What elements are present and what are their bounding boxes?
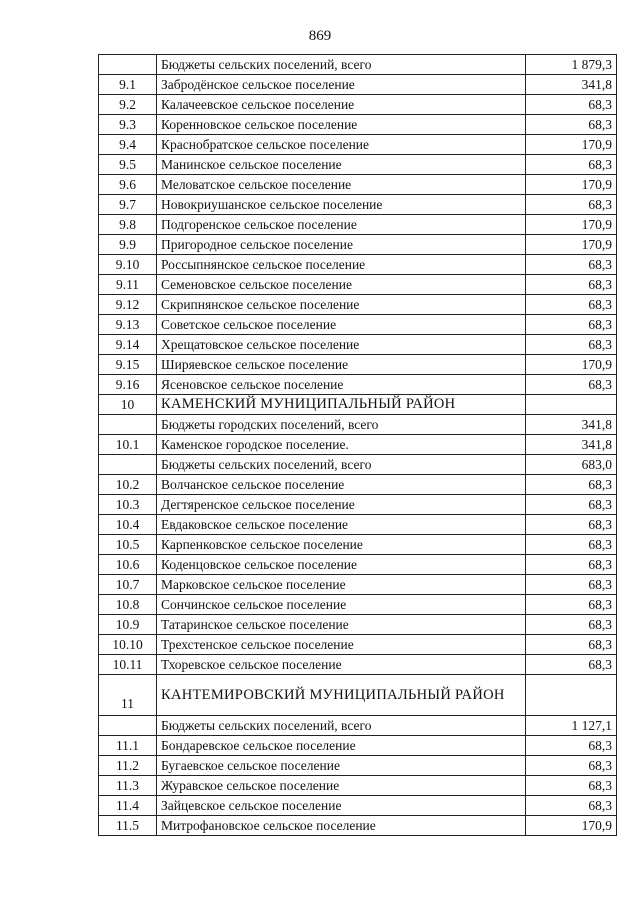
row-value-cell: 68,3: [526, 776, 617, 796]
table-row: [99, 335, 617, 355]
row-number-cell: [99, 455, 157, 475]
table-row: [99, 495, 617, 515]
row-name-cell: Хрещатовское сельское поселение: [157, 335, 526, 355]
row-name-cell: Бюджеты городских поселений, всего: [157, 415, 526, 435]
table-row: [99, 575, 617, 595]
table-row: [99, 796, 617, 816]
table-row: [99, 315, 617, 335]
row-number-cell: 11.4: [99, 796, 157, 816]
page-number: 869: [308, 28, 332, 44]
row-name-cell: Марковское сельское поселение: [157, 575, 526, 595]
row-value-cell: 170,9: [526, 215, 617, 235]
row-number-cell: 9.9: [99, 235, 157, 255]
budget-table: [98, 54, 617, 836]
row-number-cell: 10.11: [99, 655, 157, 675]
table-row: [99, 235, 617, 255]
row-value-cell: 341,8: [526, 75, 617, 95]
row-value-cell: 170,9: [526, 355, 617, 375]
table-row: [99, 155, 617, 175]
row-name-cell: Карпенковское сельское поселение: [157, 535, 526, 555]
table-row: [99, 515, 617, 535]
row-name-cell: Ясеновское сельское поселение: [157, 375, 526, 395]
row-number-cell: 9.11: [99, 275, 157, 295]
row-value-cell: 68,3: [526, 595, 617, 615]
table-row: [99, 635, 617, 655]
row-value-cell: 170,9: [526, 816, 617, 836]
row-value-cell: 68,3: [526, 796, 617, 816]
row-value-cell: 68,3: [526, 115, 617, 135]
row-name-cell: Пригородное сельское поселение: [157, 235, 526, 255]
row-value-cell: 68,3: [526, 335, 617, 355]
row-number-cell: 9.5: [99, 155, 157, 175]
row-name-cell: Манинское сельское поселение: [157, 155, 526, 175]
row-name-cell: Коденцовское сельское поселение: [157, 555, 526, 575]
row-value-cell: [526, 395, 617, 415]
row-number-cell: 10.3: [99, 495, 157, 515]
row-value-cell: 68,3: [526, 195, 617, 215]
row-value-cell: 170,9: [526, 235, 617, 255]
table-row: [99, 355, 617, 375]
row-number-cell: 9.15: [99, 355, 157, 375]
table-row: [99, 215, 617, 235]
row-number-cell: 9.12: [99, 295, 157, 315]
row-value-cell: 683,0: [526, 455, 617, 475]
row-value-cell: 1 879,3: [526, 55, 617, 75]
district-row: [99, 395, 617, 415]
row-number-cell: 11.5: [99, 816, 157, 836]
row-number-cell: [99, 415, 157, 435]
row-number-cell: 10.10: [99, 635, 157, 655]
row-value-cell: 68,3: [526, 736, 617, 756]
row-name-cell: КАНТЕМИРОВСКИЙ МУНИЦИПАЛЬНЫЙ РАЙОН: [157, 675, 526, 716]
row-name-cell: Татаринское сельское поселение: [157, 615, 526, 635]
row-number-cell: 10.9: [99, 615, 157, 635]
table-row: [99, 455, 617, 475]
table-row: [99, 756, 617, 776]
budget-table-body: [99, 55, 617, 836]
row-value-cell: 341,8: [526, 415, 617, 435]
row-number-cell: 10: [99, 395, 157, 415]
table-row: [99, 475, 617, 495]
row-number-cell: 9.14: [99, 335, 157, 355]
district-row: [99, 675, 617, 716]
row-value-cell: 170,9: [526, 135, 617, 155]
row-value-cell: 68,3: [526, 475, 617, 495]
table-row: [99, 115, 617, 135]
table-row: [99, 595, 617, 615]
row-value-cell: 68,3: [526, 756, 617, 776]
row-number-cell: 9.16: [99, 375, 157, 395]
table-row: [99, 435, 617, 455]
row-number-cell: 11.2: [99, 756, 157, 776]
table-row: [99, 75, 617, 95]
row-value-cell: 68,3: [526, 635, 617, 655]
row-name-cell: Бюджеты сельских поселений, всего: [157, 55, 526, 75]
row-value-cell: 68,3: [526, 95, 617, 115]
row-name-cell: Тхоревское сельское поселение: [157, 655, 526, 675]
row-value-cell: [526, 675, 617, 716]
table-row: [99, 736, 617, 756]
row-value-cell: 341,8: [526, 435, 617, 455]
row-name-cell: Ширяевское сельское поселение: [157, 355, 526, 375]
table-row: [99, 615, 617, 635]
row-name-cell: Бюджеты сельских поселений, всего: [157, 455, 526, 475]
row-value-cell: 68,3: [526, 275, 617, 295]
row-number-cell: 9.7: [99, 195, 157, 215]
row-value-cell: 1 127,1: [526, 716, 617, 736]
row-name-cell: Зайцевское сельское поселение: [157, 796, 526, 816]
row-number-cell: 9.10: [99, 255, 157, 275]
row-value-cell: 68,3: [526, 315, 617, 335]
table-row: [99, 295, 617, 315]
table-row: [99, 255, 617, 275]
row-value-cell: 68,3: [526, 155, 617, 175]
row-value-cell: 68,3: [526, 615, 617, 635]
row-name-cell: Скрипнянское сельское поселение: [157, 295, 526, 315]
table-row: [99, 816, 617, 836]
row-number-cell: 9.1: [99, 75, 157, 95]
row-number-cell: 10.2: [99, 475, 157, 495]
row-name-cell: Забродёнское сельское поселение: [157, 75, 526, 95]
row-number-cell: 9.8: [99, 215, 157, 235]
row-name-cell: Евдаковское сельское поселение: [157, 515, 526, 535]
row-value-cell: 68,3: [526, 575, 617, 595]
row-number-cell: 10.6: [99, 555, 157, 575]
row-number-cell: 10.4: [99, 515, 157, 535]
row-number-cell: [99, 716, 157, 736]
row-number-cell: 9.4: [99, 135, 157, 155]
row-number-cell: 11: [99, 675, 157, 716]
row-name-cell: Меловатское сельское поселение: [157, 175, 526, 195]
table-row: [99, 135, 617, 155]
row-name-cell: Калачеевское сельское поселение: [157, 95, 526, 115]
row-name-cell: Трехстенское сельское поселение: [157, 635, 526, 655]
table-row: [99, 555, 617, 575]
row-number-cell: 10.5: [99, 535, 157, 555]
row-name-cell: Каменское городское поселение.: [157, 435, 526, 455]
table-row: [99, 655, 617, 675]
row-number-cell: 9.13: [99, 315, 157, 335]
table-row: [99, 55, 617, 75]
table-row: [99, 95, 617, 115]
table-row: [99, 716, 617, 736]
row-name-cell: КАМЕНСКИЙ МУНИЦИПАЛЬНЫЙ РАЙОН: [157, 395, 526, 415]
table-row: [99, 535, 617, 555]
row-name-cell: Митрофановское сельское поселение: [157, 816, 526, 836]
row-name-cell: Сончинское сельское поселение: [157, 595, 526, 615]
row-value-cell: 68,3: [526, 535, 617, 555]
row-number-cell: 10.7: [99, 575, 157, 595]
row-name-cell: Журавское сельское поселение: [157, 776, 526, 796]
row-name-cell: Советское сельское поселение: [157, 315, 526, 335]
row-number-cell: 9.2: [99, 95, 157, 115]
table-row: [99, 375, 617, 395]
row-number-cell: 10.8: [99, 595, 157, 615]
row-number-cell: 11.1: [99, 736, 157, 756]
row-name-cell: Бондаревское сельское поселение: [157, 736, 526, 756]
table-row: [99, 195, 617, 215]
row-value-cell: 68,3: [526, 495, 617, 515]
row-number-cell: 9.6: [99, 175, 157, 195]
row-number-cell: 9.3: [99, 115, 157, 135]
table-row: [99, 275, 617, 295]
row-number-cell: 10.1: [99, 435, 157, 455]
row-name-cell: Коренновское сельское поселение: [157, 115, 526, 135]
table-row: [99, 175, 617, 195]
row-name-cell: Волчанское сельское поселение: [157, 475, 526, 495]
row-value-cell: 68,3: [526, 515, 617, 535]
row-number-cell: [99, 55, 157, 75]
row-value-cell: 68,3: [526, 555, 617, 575]
table-row: [99, 776, 617, 796]
row-name-cell: Дегтяренское сельское поселение: [157, 495, 526, 515]
row-value-cell: 170,9: [526, 175, 617, 195]
row-number-cell: 11.3: [99, 776, 157, 796]
row-name-cell: Подгоренское сельское поселение: [157, 215, 526, 235]
row-value-cell: 68,3: [526, 295, 617, 315]
row-name-cell: Бюджеты сельских поселений, всего: [157, 716, 526, 736]
row-value-cell: 68,3: [526, 655, 617, 675]
row-name-cell: Бугаевское сельское поселение: [157, 756, 526, 776]
row-value-cell: 68,3: [526, 375, 617, 395]
row-value-cell: 68,3: [526, 255, 617, 275]
row-name-cell: Новокриушанское сельское поселение: [157, 195, 526, 215]
table-row: [99, 415, 617, 435]
row-name-cell: Краснобратское сельское поселение: [157, 135, 526, 155]
row-name-cell: Россыпнянское сельское поселение: [157, 255, 526, 275]
row-name-cell: Семеновское сельское поселение: [157, 275, 526, 295]
